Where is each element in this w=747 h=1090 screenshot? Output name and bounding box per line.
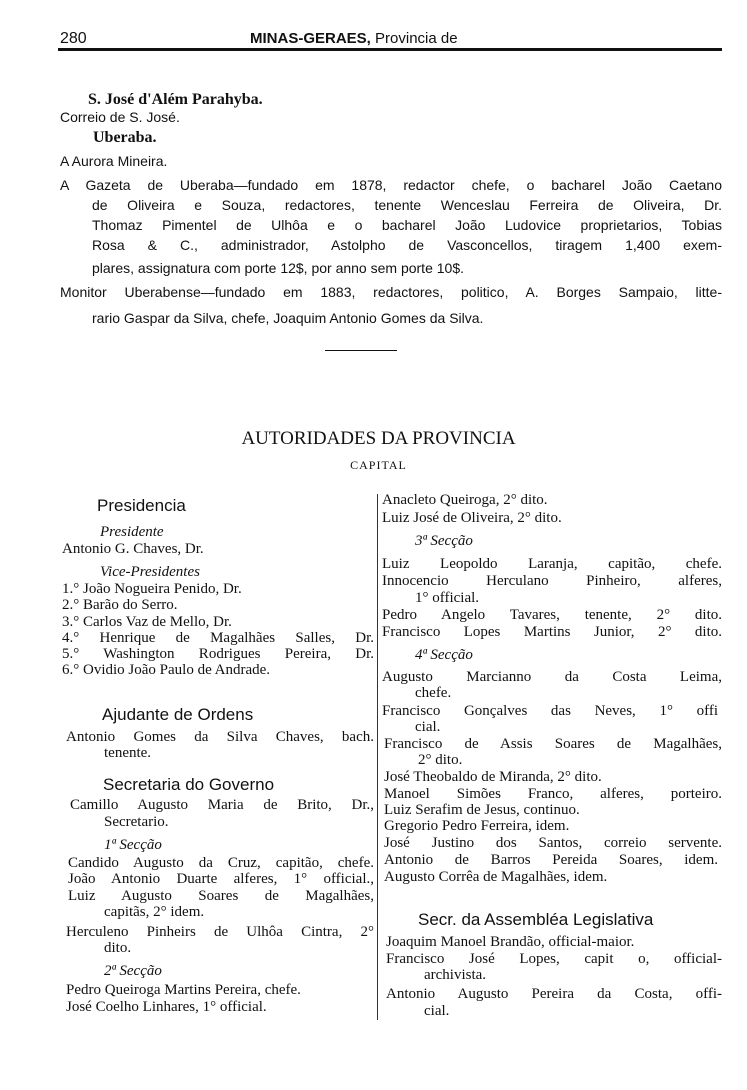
entry: tenente.: [104, 745, 152, 761]
entry: Francisco Gonçalves das Neves, 1° offi: [382, 703, 718, 719]
entry: José Justino dos Santos, correio servente.: [384, 835, 722, 851]
entry: 1.° João Nogueira Penido, Dr.: [62, 581, 242, 597]
heading-secretaria: Secretaria do Governo: [103, 775, 275, 794]
running-head: [250, 30, 458, 48]
entry: Luiz Augusto Soares de Magalhães,: [68, 888, 374, 904]
entry: Luiz Leopoldo Laranja, capitão, chefe.: [382, 556, 722, 572]
section-divider: [325, 350, 397, 351]
entry: Augusto Corrêa de Magalhães, idem.: [384, 869, 608, 885]
header-rule: [58, 48, 722, 51]
authorities-subtitle: CAPITAL: [350, 458, 407, 472]
text-line: Monitor Uberabense—fundado em 1883, redactores, politico, A. Borges Sampaio, litte-: [60, 284, 722, 300]
section-heading-uberaba: Uberaba.: [93, 129, 157, 146]
entry: Antonio Gomes da Silva Chaves, bach.: [66, 729, 374, 745]
entry: cial.: [424, 1003, 450, 1019]
entry: Antonio G. Chaves, Dr.: [62, 541, 204, 557]
heading-presidencia: Presidencia: [97, 496, 186, 515]
text-line: plares, assignatura com porte 12$, por anno sem porte 10$.: [92, 260, 464, 276]
section-heading-s-jose: S. José d'Além Parahyba.: [88, 91, 263, 108]
entry: Luiz Serafim de Jesus, continuo.: [384, 802, 580, 818]
entry: 3.° Carlos Vaz de Mello, Dr.: [62, 614, 232, 630]
entry: 6.° Ovidio João Paulo de Andrade.: [62, 662, 271, 678]
entry: 4.° Henrique de Magalhães Salles, Dr.: [62, 630, 374, 646]
entry: Gregorio Pedro Ferreira, idem.: [384, 818, 570, 834]
entry: Secretario.: [104, 814, 169, 830]
authorities-title: AUTORIDADES DA PROVINCIA: [241, 428, 516, 449]
entry: chefe.: [415, 685, 452, 701]
entry: Innocencio Herculano Pinheiro, alferes,: [382, 573, 722, 589]
entry: Francisco José Lopes, capit o, official-: [386, 951, 722, 967]
entry: José Theobaldo de Miranda, 2° dito.: [384, 769, 602, 785]
entry: Pedro Angelo Tavares, tenente, 2° dito.: [382, 607, 722, 623]
entry: João Antonio Duarte alferes, 1° official.,: [68, 871, 374, 887]
heading-ajudante: Ajudante de Ordens: [102, 705, 254, 724]
subheading: Presidente: [100, 524, 164, 540]
running-head-rest: Provincia de: [375, 30, 458, 47]
page-number: 280: [60, 30, 87, 47]
subheading: Vice-Presidentes: [100, 564, 200, 580]
entry: 2.° Barão do Serro.: [62, 597, 178, 613]
subheading: 4ª Secção: [415, 647, 473, 663]
subheading: 1ª Secção: [104, 837, 162, 853]
heading-assembleia: Secr. da Assembléa Legislativa: [418, 910, 654, 929]
entry: Herculeno Pinheirs de Ulhôa Cintra, 2°: [66, 924, 374, 940]
entry: Pedro Queiroga Martins Pereira, chefe.: [66, 982, 301, 998]
text-line: A Aurora Mineira.: [60, 153, 168, 169]
entry: Francisco Lopes Martins Junior, 2° dito.: [382, 624, 722, 640]
entry: Francisco de Assis Soares de Magalhães,: [384, 736, 722, 752]
running-head-bold: MINAS-GERAES,: [250, 30, 371, 47]
entry: 1° official.: [415, 590, 480, 606]
entry: archivista.: [424, 967, 487, 983]
entry: Antonio de Barros Pereida Soares, idem.: [384, 852, 718, 868]
entry: capitãs, 2° idem.: [104, 904, 205, 920]
entry: cial.: [415, 719, 441, 735]
entry: Luiz José de Oliveira, 2° dito.: [382, 510, 562, 526]
entry: Anacleto Queiroga, 2° dito.: [382, 492, 548, 508]
text-line: Thomaz Pimentel de Ulhôa e o bacharel João Ludovice proprietarios, Tobias: [92, 217, 722, 233]
entry: Camillo Augusto Maria de Brito, Dr.,: [70, 797, 374, 813]
column-rule: [377, 494, 378, 1020]
entry: Candido Augusto da Cruz, capitão, chefe.: [68, 855, 374, 871]
text-line: Rosa & C., administrador, Astolpho de Vasconcellos, tiragem 1,400 exem-: [92, 237, 722, 253]
text-line: de Oliveira e Souza, redactores, tenente Wenceslau Ferreira de Oliveira, Dr.: [92, 197, 722, 213]
entry: dito.: [104, 940, 132, 956]
entry: Augusto Marcianno da Costa Leima,: [382, 669, 722, 685]
entry: 2° dito.: [418, 752, 463, 768]
entry: Manoel Simões Franco, alferes, porteiro.: [384, 786, 722, 802]
entry: José Coelho Linhares, 1° official.: [66, 999, 267, 1015]
entry: Joaquim Manoel Brandão, official-maior.: [386, 934, 635, 950]
entry: Antonio Augusto Pereira da Costa, offi-: [386, 986, 722, 1002]
text-line: rario Gaspar da Silva, chefe, Joaquim Antonio Gomes da Silva.: [92, 310, 484, 326]
text-line: A Gazeta de Uberaba—fundado em 1878, redactor chefe, o bacharel João Caetano: [60, 177, 722, 193]
subheading: 3ª Secção: [415, 533, 473, 549]
entry: 5.° Washington Rodrigues Pereira, Dr.: [62, 646, 374, 662]
subheading: 2ª Secção: [104, 963, 162, 979]
text-line: Correio de S. José.: [60, 109, 180, 125]
